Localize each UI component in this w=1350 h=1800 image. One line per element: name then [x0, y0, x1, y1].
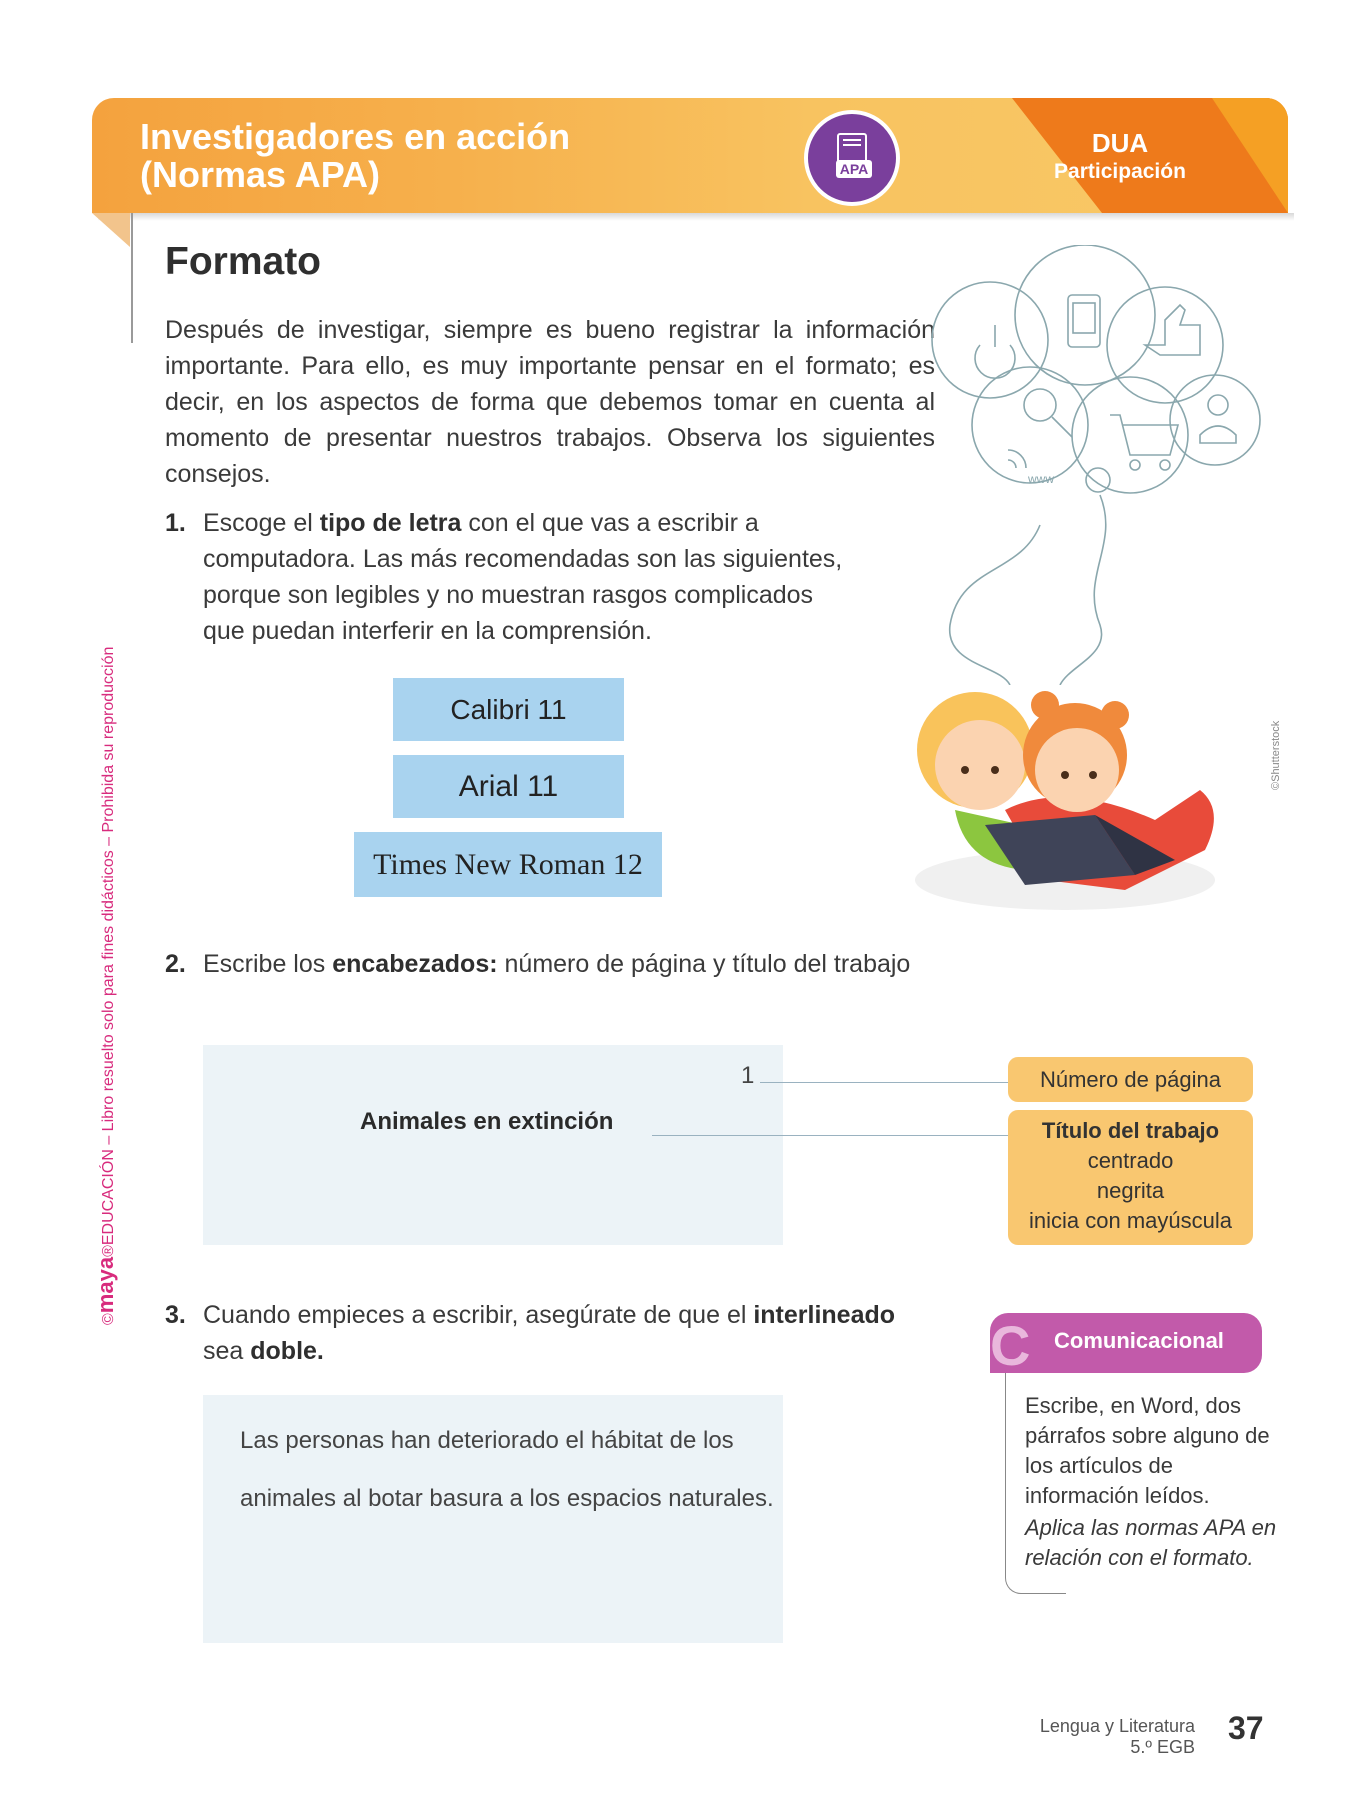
label-page-number: Número de página	[1008, 1057, 1253, 1102]
example-line-2: animales al botar basura a los espacios naturales.	[240, 1485, 774, 1512]
example-title: Animales en extinción	[360, 1108, 614, 1135]
intro-paragraph: Después de investigar, siempre es bueno registrar la información importante. Para ello, es muy importante pensar en el formato; es decir, en los aspectos de forma que debemos tomar en cuenta al momento de presentar nuestros trabajos. Observa los siguientes consejos.	[165, 316, 935, 488]
apa-badge-label: APA	[836, 160, 872, 178]
page-heading: Formato	[165, 240, 321, 283]
tip-3-number: 3.	[165, 1301, 186, 1329]
example-page-number: 1	[741, 1062, 755, 1089]
tip-2-text: Escribe los encabezados: número de página y título del trabajo	[203, 950, 911, 978]
image-credit: ©Shutterstock	[1270, 720, 1282, 790]
footer-grade: 5.º EGB	[1130, 1737, 1195, 1757]
section-title-line2: (Normas APA)	[140, 154, 381, 195]
dua-title: DUA	[1091, 128, 1149, 158]
font-sample-times: Times New Roman 12	[354, 832, 662, 897]
tip-3-text: Cuando empieces a escribir, asegúrate de que el interlineado sea doble.	[203, 1301, 896, 1365]
tip-1-number: 1.	[165, 509, 186, 537]
comunicacional-label: Comunicacional	[1054, 1328, 1224, 1353]
www-label: www	[1028, 472, 1054, 486]
connector-line-title	[652, 1135, 1008, 1136]
brand-logo: maya	[93, 1256, 118, 1314]
tip-2-number: 2.	[165, 950, 186, 978]
technology-doodle-illustration	[900, 245, 1270, 685]
dua-subtitle: Participación	[1054, 160, 1186, 183]
page-number: 37	[1228, 1710, 1264, 1746]
comunicacional-instructions: Escribe, en Word, dos párrafos sobre alguno de los artículos de información leídos.	[1025, 1393, 1270, 1508]
example-line-1: Las personas han deteriorado el hábitat de los	[240, 1427, 734, 1454]
comunicacional-note: Aplica las normas APA en relación con el formato.	[1025, 1515, 1277, 1570]
line-spacing-example-box	[203, 1395, 783, 1643]
comunicacional-icon: C	[990, 1314, 1031, 1377]
section-title-line1: Investigadores en acción	[140, 116, 571, 157]
label-title-format: Título del trabajo centrado negrita inicia con mayúscula	[1008, 1110, 1253, 1245]
copyright-notice: ©maya®EDUCACIÓN – Libro resuelto solo para fines didácticos – Prohibida su reproducción	[93, 646, 118, 1325]
font-sample-arial: Arial 11	[393, 755, 624, 818]
banner-shadow	[98, 213, 1294, 221]
tip-3	[165, 1297, 925, 1377]
footer-subject: Lengua y Literatura	[1039, 1716, 1195, 1736]
tip-1	[165, 505, 925, 655]
connector-line-page	[760, 1082, 1008, 1083]
left-rule	[131, 213, 133, 343]
copyright-text: EDUCACIÓN – Libro resuelto solo para fines didácticos – Prohibida su reproducción	[100, 646, 117, 1246]
font-sample-calibri: Calibri 11	[393, 678, 624, 741]
tip-1-text: Escoge el tipo de letra con el que vas a escribir a computadora. Las más recomendadas son las siguientes, porque son legibles y no muestran rasgos complicados que puedan interferir en la comprensión.	[203, 509, 843, 645]
apa-icon	[804, 110, 900, 206]
children-with-laptop-illustration	[895, 660, 1235, 920]
header-example-box	[203, 1045, 783, 1245]
section-title	[140, 118, 570, 194]
tip-2	[165, 946, 965, 986]
